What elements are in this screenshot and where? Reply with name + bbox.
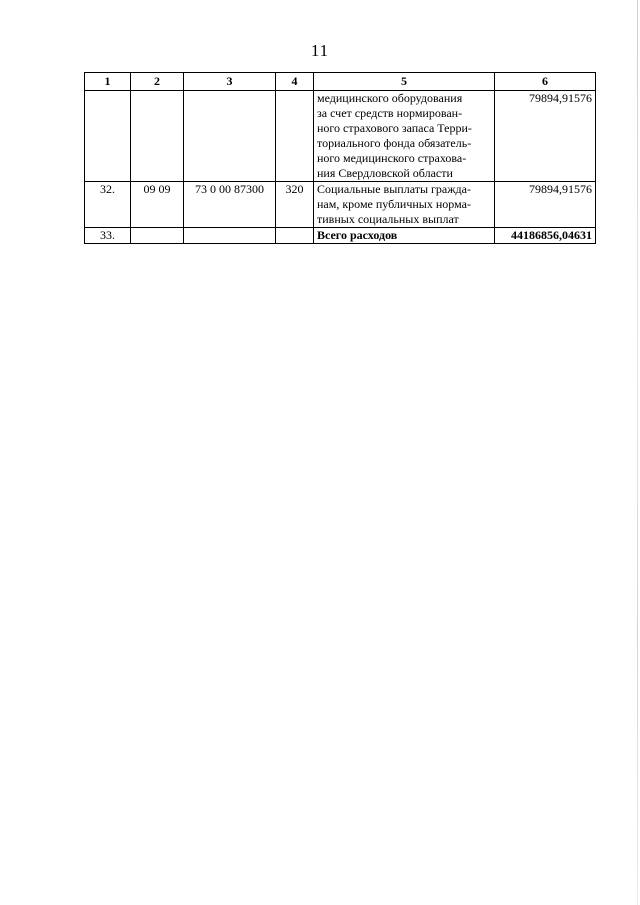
description-line: ного медицинского страхова-: [317, 151, 467, 165]
row-number-cell: 32.: [85, 182, 131, 228]
header-row: [85, 73, 596, 91]
amount-cell: 79894,91576: [495, 91, 596, 182]
target-article-cell: 73 0 00 87300: [184, 182, 276, 228]
budget-table: [84, 72, 596, 244]
table-row: [85, 91, 596, 182]
column-header-1: 1: [85, 73, 131, 91]
table-body: [85, 91, 596, 244]
description-cell: [314, 182, 495, 228]
total-row: [85, 228, 596, 244]
page-number: 11: [310, 41, 330, 60]
column-header-2: 2: [131, 73, 184, 91]
row-number-cell: 33.: [85, 228, 131, 244]
description-line: за счет средств нормирован-: [317, 106, 463, 120]
column-header-5: 5: [314, 73, 495, 91]
description-line: ния Свердловской области: [317, 166, 453, 180]
section-code-cell: [131, 91, 184, 182]
description-line: нам, кроме публичных норма-: [317, 197, 471, 211]
section-code-cell: 09 09: [131, 182, 184, 228]
column-header-6: 6: [495, 73, 596, 91]
total-amount-cell: 44186856,04631: [495, 228, 596, 244]
row-number-cell: [85, 91, 131, 182]
description-cell: [314, 91, 495, 182]
table-row: [85, 182, 596, 228]
scan-edge-artifact: [637, 0, 638, 905]
expense-type-cell: [276, 228, 314, 244]
target-article-cell: [184, 228, 276, 244]
description-line: ного страхового запаса Терри-: [317, 121, 472, 135]
description-line: тивных социальных выплат: [317, 212, 459, 226]
description-line: медицинского оборудования: [317, 91, 463, 105]
description-line: ториального фонда обязатель-: [317, 136, 472, 150]
column-header-4: 4: [276, 73, 314, 91]
section-code-cell: [131, 228, 184, 244]
amount-cell: 79894,91576: [495, 182, 596, 228]
total-label-cell: Всего расходов: [314, 228, 495, 244]
target-article-cell: [184, 91, 276, 182]
description-line: Социальные выплаты гражда-: [317, 182, 471, 196]
expense-type-cell: [276, 91, 314, 182]
table-header: [85, 73, 596, 91]
column-header-3: 3: [184, 73, 276, 91]
expense-type-cell: 320: [276, 182, 314, 228]
